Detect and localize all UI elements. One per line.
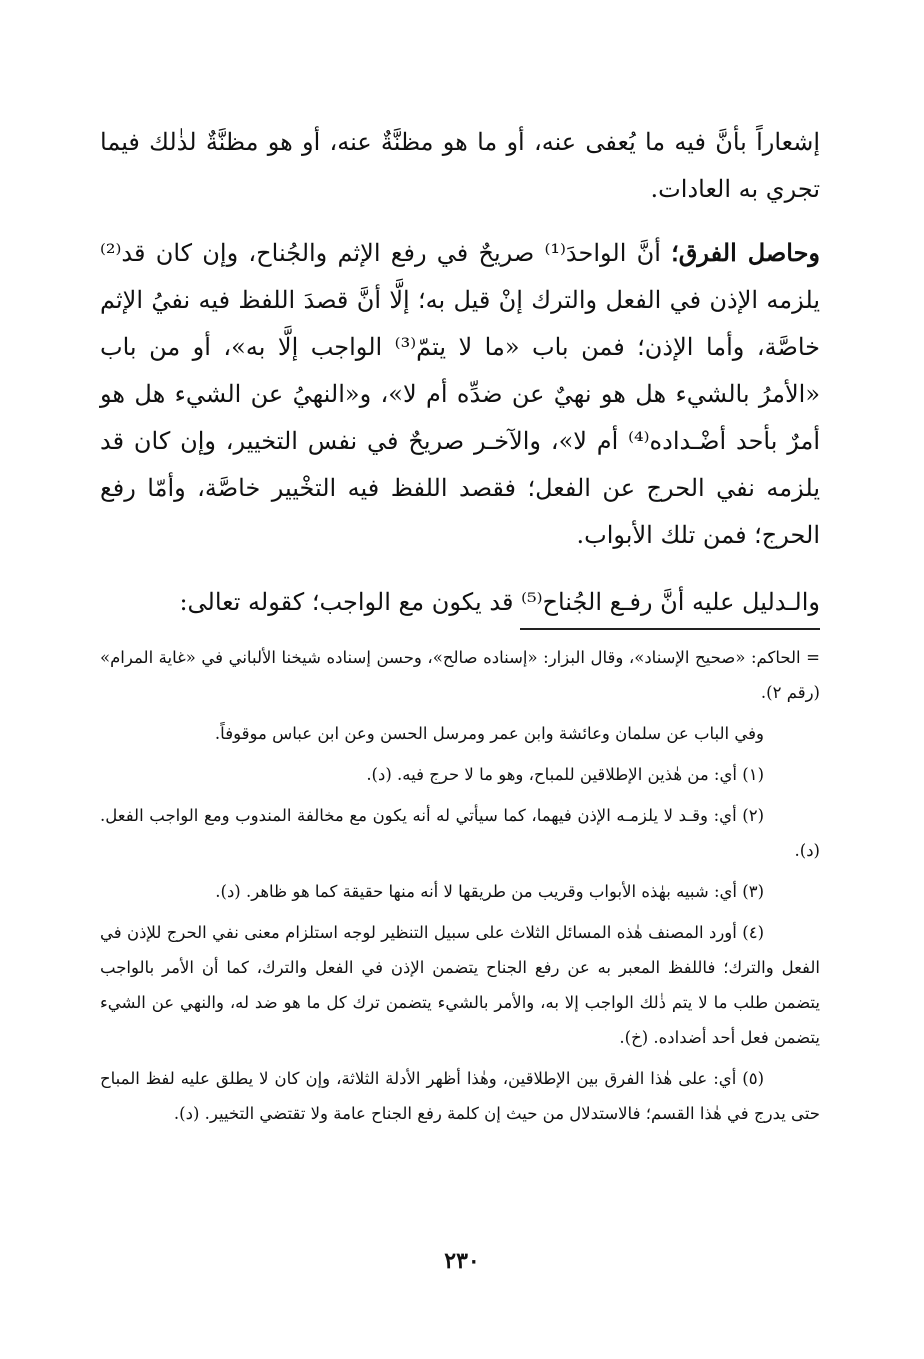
main-paragraph-1 [100, 118, 820, 213]
main-text [100, 118, 820, 645]
paragraph-body: أنَّ الواحدَ⁽¹⁾ صريحٌ في رفع الإثم والجُناح، وإن كان قد⁽²⁾ يلزمه الإذن في الفعل والترك إنْ قيل به؛ إلَّا أنَّ قصدَ اللفظ فيه نفيُ الإثم خاصَّة، وأما الإذن؛ فمن باب «ما لا يتمّ⁽³⁾ الواجب إلَّا به»، أو من باب «الأمرُ بالشيء هل هو نهيٌ عن ضدِّه أم لا»، و«النهيُ عن الشيء هل هو أمرٌ بأحد أضْـداده⁽⁴⁾ أم لا»، والآخـر صريحٌ في نفس التخيير، وإن كان قد يلزمه نفي الحرج عن الفعل؛ فقصد اللفظ فيه التخْيير خاصَّة، وأمّا رفع الحرج؛ فمن تلك الأبواب. [100, 239, 821, 549]
paragraph-lead: وحاصل الفرق؛ [671, 238, 820, 267]
footnote-extra: وفي الباب عن سلمان وعائشة وابن عمر ومرسل الحسن وعن ابن عباس موقوفاً. [214, 724, 764, 743]
paragraph-body: إشعاراً بأنَّ فيه ما يُعفى عنه، أو ما هو مظنَّةٌ عنه، أو هو مظنَّةٌ لذٰلك فيما تجري به العادات. [100, 128, 820, 203]
footnotes [100, 640, 820, 1137]
main-paragraph-3 [100, 578, 820, 626]
footnote-5: (٥) أي: على هٰذا الفرق بين الإطلاقين، وهٰذا أظهر الأدلة الثلاثة، وإن كان لا يطلق عليه لفظ المباح حتى يدرج في هٰذا القسم؛ فالاستدلال من حيث إن كلمة رفع الجناح عامة ولا تقتضي التخيير. (د). [100, 1069, 820, 1123]
paragraph-body: والـدليل عليه أنَّ رفـع الجُناح⁽⁵⁾ قد يكون مع الواجب؛ كقوله تعالى: [179, 588, 820, 616]
footnote-3: (٣) أي: شبيه بهٰذه الأبواب وقريب من طريقها لا أنه منها حقيقة كما هو ظاهر. (د). [215, 882, 764, 901]
footnote-2: (٢) أي: وقـد لا يلزمـه الإذن فيهما، كما سيأتي له أنه يكون مع مخالفة المندوب ومع الواجب الفعل. (د). [100, 806, 820, 860]
footnote-4: (٤) أورد المصنف هٰذه المسائل الثلاث على سبيل التنظير لوجه استلزام معنى نفي الحرج للإذن في الفعل والترك؛ فاللفظ المعبر به عن رفع الجناح يتضمن الإذن في الفعل والترك، كما أن الأمر بالواجب يتضمن طلب ما لا يتم ذٰلك الواجب إلا به، والأمر بالشيء يتضمن ترك كل ما هو ضد له، والنهي عن الشيء يتضمن فعل أحد أضداده. (خ). [100, 923, 820, 1047]
main-paragraph-2 [100, 229, 820, 559]
footnote-separator [520, 628, 820, 630]
footnote-1: (١) أي: من هٰذين الإطلاقين للمباح، وهو ما لا حرج فيه. (د). [366, 765, 764, 784]
page-number: ٢٣٠ [444, 1248, 480, 1274]
footnote-continuation: = الحاكم: «صحيح الإسناد»، وقال البزار: «إسناده صالح»، وحسن إسناده شيخنا الألباني في «غاية المرام» (رقم ٢). [100, 648, 820, 702]
